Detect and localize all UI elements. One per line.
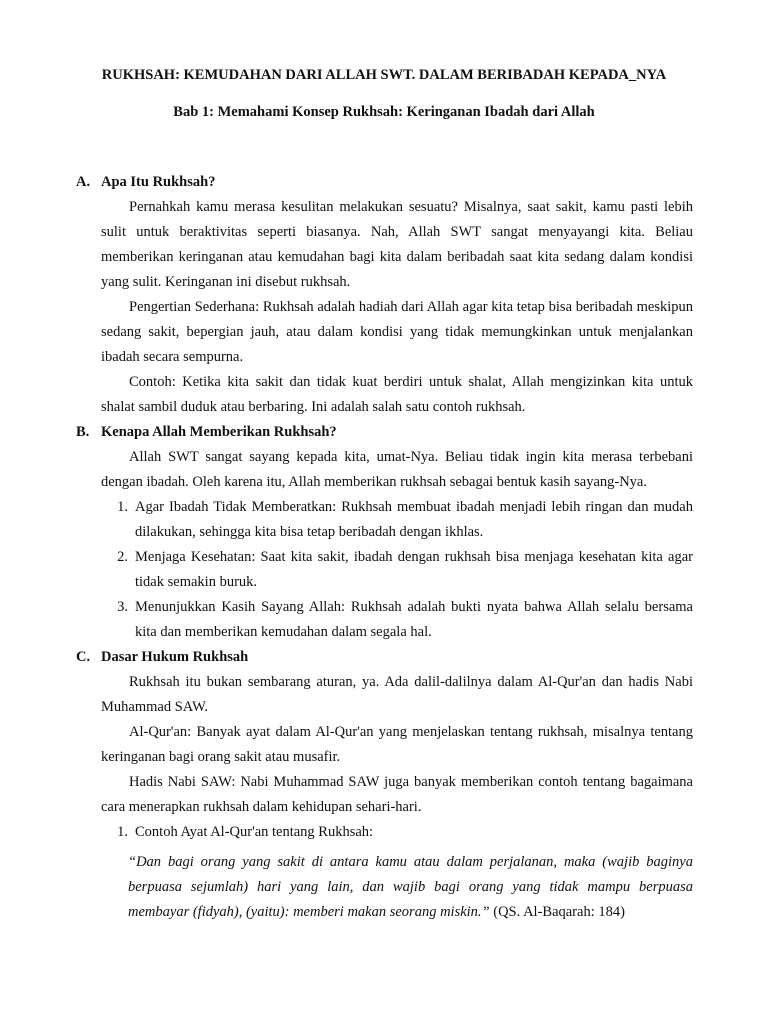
section-c-title: Dasar Hukum Rukhsah [101,649,249,665]
list-item-number: 1. [117,499,128,515]
section-c-list [101,820,693,845]
section-c-paragraph-1: Rukhsah itu bukan sembarang aturan, ya. Ada dalil-dalilnya dalam Al-Qur'an dan hadis Nabi Muhammad SAW. [101,674,693,715]
list-item [101,595,693,645]
list-item-number: 2. [117,549,128,565]
list-item [101,545,693,595]
quran-quote [128,850,693,925]
chapter-title: Bab 1: Memahami Konsep Rukhsah: Keringanan Ibadah dari Allah [173,104,595,120]
section-b-paragraph-1: Allah SWT sangat sayang kepada kita, umat-Nya. Beliau tidak ingin kita merasa terbebani dengan ibadah. Oleh karena itu, Allah memberikan rukhsah sebagai bentuk kasih sayang-Nya. [101,449,693,490]
list-item-text: Agar Ibadah Tidak Memberatkan: Rukhsah membuat ibadah menjadi lebih ringan dan mudah dilakukan, sehingga kita bisa tetap beribadah dengan ikhlas. [135,499,693,540]
list-item-number: 3. [117,599,128,615]
list-item [101,495,693,545]
list-item-text: Menunjukkan Kasih Sayang Allah: Rukhsah adalah bukti nyata bahwa Allah selalu bersama kita dan memberikan kemudahan dalam segala hal. [135,599,693,640]
section-c-letter: C. [76,649,91,665]
section-a-paragraph-2: Pengertian Sederhana: Rukhsah adalah hadiah dari Allah agar kita tetap bisa beribadah meskipun sedang sakit, bepergian jauh, atau dalam kondisi yang tidak memungkinkan untuk menjalankan ibadah secara sempurna. [101,299,693,365]
list-item-text: Contoh Ayat Al-Qur'an tentang Rukhsah: [135,824,374,840]
list-item-number: 1. [117,824,128,840]
list-item-text: Menjaga Kesehatan: Saat kita sakit, ibadah dengan rukhsah bisa menjaga kesehatan kita agar tidak semakin buruk. [135,549,693,590]
section-c-paragraph-3: Hadis Nabi SAW: Nabi Muhammad SAW juga banyak memberikan contoh tentang bagaimana cara menerapkan rukhsah dalam kehidupan sehari-hari. [101,774,693,815]
document-body [76,170,693,925]
section-a-letter: A. [76,174,91,190]
section-a-paragraph-3: Contoh: Ketika kita sakit dan tidak kuat berdiri untuk shalat, Allah mengizinkan kita untuk shalat sambil duduk atau berbaring. Ini adalah salah satu contoh rukhsah. [101,374,693,415]
section-a-heading [76,170,693,195]
section-b-letter: B. [76,424,90,440]
section-b-heading [76,420,693,445]
quote-reference: (QS. Al-Baqarah: 184) [489,904,625,920]
section-b-list [101,495,693,645]
section-c-paragraph-2: Al-Qur'an: Banyak ayat dalam Al-Qur'an yang menjelaskan tentang rukhsah, misalnya tentang keringanan bagi orang sakit atau musafir. [101,724,693,765]
section-b-title: Kenapa Allah Memberikan Rukhsah? [101,424,337,440]
quote-text: “Dan bagi orang yang sakit di antara kamu atau dalam perjalanan, maka (wajib baginya berpuasa sejumlah) hari yang lain, dan wajib bagi orang yang tidak mampu berpuasa membayar (fidyah), (yaitu): memberi makan seorang miskin.” [128,854,693,920]
list-item [101,820,693,845]
section-a-paragraph-1: Pernahkah kamu merasa kesulitan melakukan sesuatu? Misalnya, saat sakit, kamu pasti lebih sulit untuk beraktivitas seperti biasanya. Nah, Allah SWT sangat menyayangi kita. Beliau memberikan keringanan atau kemudahan bagi kita dalam beribadah saat kita sedang dalam kondisi yang sulit. Keringanan ini disebut rukhsah. [101,199,693,290]
section-c-heading [76,645,693,670]
section-a-title: Apa Itu Rukhsah? [101,174,216,190]
document-title: RUKHSAH: KEMUDAHAN DARI ALLAH SWT. DALAM BERIBADAH KEPADA_NYA [101,67,667,83]
